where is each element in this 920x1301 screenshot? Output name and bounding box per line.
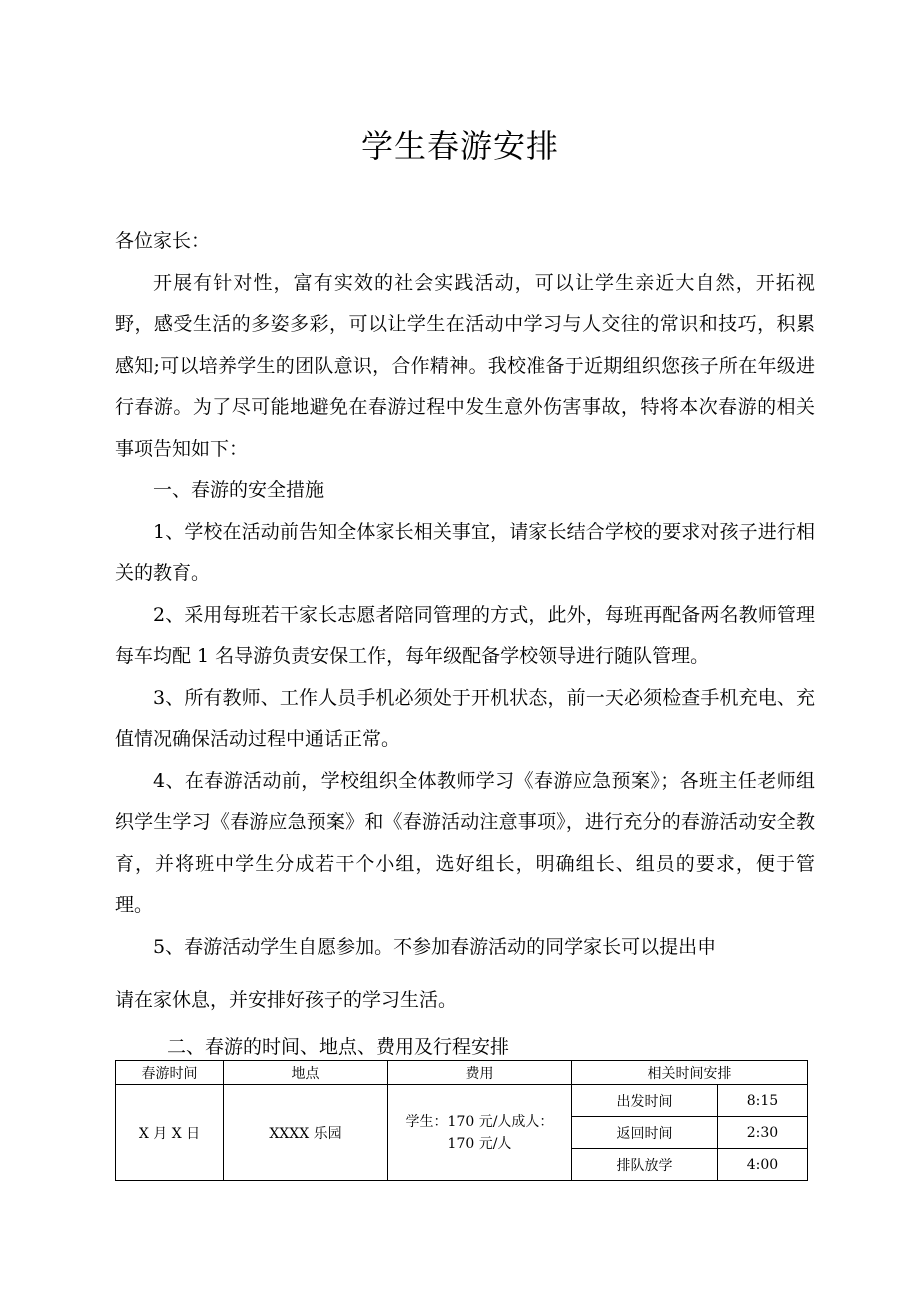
- trip-schedule-table: [115, 1060, 808, 1181]
- safety-item-2: 2、采用每班若干家长志愿者陪同管理的方式，此外，每班再配备两名教师管理每车均配 1 名导游负责安保工作，每年级配备学校领导进行随队管理。: [115, 603, 815, 667]
- safety-item-3: 3、所有教师、工作人员手机必须处于开机状态，前一天必须检查手机充电、充值情况确保活动过程中通话正常。: [115, 686, 815, 750]
- schedule-label: 排队放学: [572, 1149, 718, 1181]
- section1-heading: 一、春游的安全措施: [153, 479, 325, 501]
- greeting: 各位家长：: [115, 230, 211, 252]
- schedule-time: 4:00: [718, 1149, 808, 1181]
- schedule-time: 2:30: [718, 1117, 808, 1149]
- header-date: 春游时间: [116, 1061, 224, 1085]
- schedule-label: 返回时间: [572, 1117, 718, 1149]
- document-body: [115, 221, 815, 1022]
- table-header-row: [116, 1061, 808, 1085]
- fee-line-2: 170 元/人: [447, 1135, 512, 1152]
- safety-item-1: 1、学校在活动前告知全体家长相关事宜，请家长结合学校的要求对孩子进行相关的教育。: [115, 520, 815, 584]
- cell-date: X 月 X 日: [116, 1085, 224, 1181]
- intro-paragraph: 开展有针对性，富有实效的社会实践活动，可以让学生亲近大自然，开拓视野，感受生活的多姿多彩，可以让学生在活动中学习与人交往的常识和技巧，积累感知;可以培养学生的团队意识，合作精神。我校准备于近期组织您孩子所在年级进行春游。为了尽可能地避免在春游过程中发生意外伤害事故，特将本次春游的相关事项告知如下：: [115, 271, 815, 460]
- table-row: [116, 1085, 808, 1117]
- document-title: 学生春游安排: [360, 127, 559, 165]
- header-place: 地点: [224, 1061, 388, 1085]
- safety-item-5-line1: 5、春游活动学生自愿参加。不参加春游活动的同学家长可以提出申: [153, 935, 717, 958]
- header-schedule: 相关时间安排: [572, 1061, 808, 1085]
- safety-item-4: 4、在春游活动前，学校组织全体教师学习《春游应急预案》；各班主任老师组织学生学习《春游应急预案》和《春游活动注意事项》，进行充分的春游活动安全教育，并将班中学生分成若干个小组，选好组长，明确组长、组员的要求，便于管理。: [115, 769, 815, 916]
- safety-item-5-line2: 请在家休息，并安排好孩子的学习生活。: [115, 989, 458, 1011]
- cell-fee: [388, 1085, 572, 1181]
- schedule-time: 8:15: [718, 1085, 808, 1117]
- cell-place: XXXX 乐园: [224, 1085, 388, 1181]
- header-fee: 费用: [388, 1061, 572, 1085]
- fee-line-1: 学生：170 元/人成人：: [405, 1113, 554, 1130]
- schedule-label: 出发时间: [572, 1085, 718, 1117]
- section2-heading: 二、春游的时间、地点、费用及行程安排: [167, 1036, 510, 1058]
